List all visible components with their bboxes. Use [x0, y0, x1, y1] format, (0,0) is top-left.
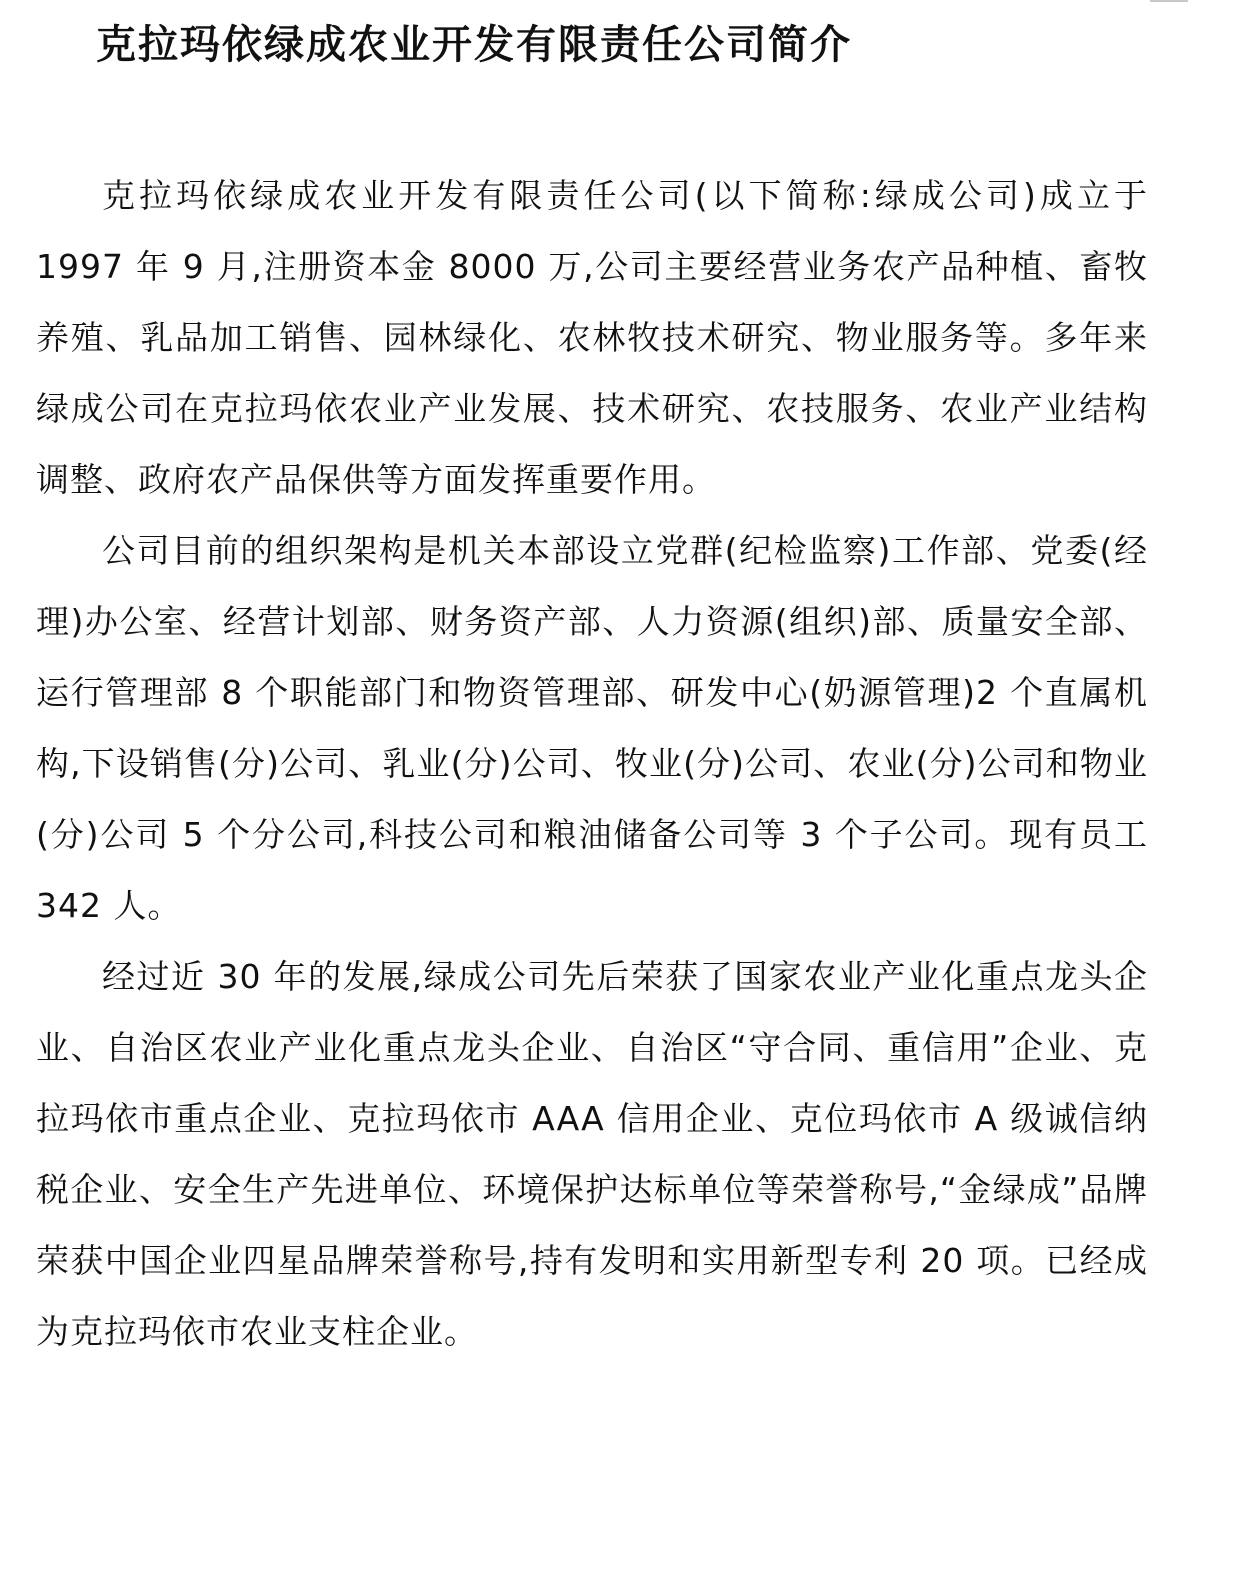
document-title: 克拉玛依绿成农业开发有限责任公司简介	[96, 22, 852, 68]
page-edge-line	[1150, 0, 1188, 2]
paragraph-company-overview: 克拉玛依绿成农业开发有限责任公司(以下简称:绿成公司)成立于 1997 年 9 月,注册资本金 8000 万,公司主要经营业务农产品种植、畜牧养殖、乳品加工销售、园林绿化、农林牧技术研究、物业服务等。多年来绿成公司在克拉玛依农业产业发展、技术研究、农技服务、农业产业结构调整、政府农产品保供等方面发挥重要作用。	[36, 176, 1148, 499]
document-body	[36, 160, 1148, 1367]
paragraph-organization-structure: 公司目前的组织架构是机关本部设立党群(纪检监察)工作部、党委(经理)办公室、经营计划部、财务资产部、人力资源(组织)部、质量安全部、运行管理部 8 个职能部门和物资管理部、研发中心(奶源管理)2 个直属机构,下设销售(分)公司、乳业(分)公司、牧业(分)公司、农业(分)公司和物业(分)公司 5 个分公司,科技公司和粮油储备公司等 3 个子公司。现有员工 342 人。	[36, 531, 1148, 925]
paragraph-honors: 经过近 30 年的发展,绿成公司先后荣获了国家农业产业化重点龙头企业、自治区农业产业化重点龙头企业、自治区“守合同、重信用”企业、克拉玛依市重点企业、克拉玛依市 AAA 信用企业、克位玛依市 A 级诚信纳税企业、安全生产先进单位、环境保护达标单位等荣誉称号,“金绿成”品牌荣获中国企业四星品牌荣誉称号,持有发明和实用新型专利 20 项。已经成为克拉玛依市农业支柱企业。	[36, 957, 1148, 1351]
